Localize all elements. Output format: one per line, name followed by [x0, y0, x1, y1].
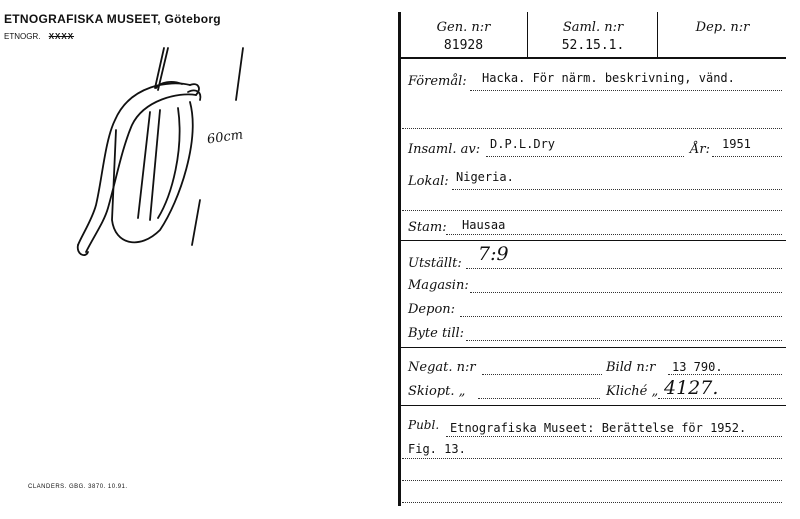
- printer-note: CLANDERS. GBG. 3870. 10.91.: [28, 484, 128, 490]
- foremal-value: Hacka. För närm. beskrivning, vänd.: [482, 71, 735, 85]
- negat-line: [482, 374, 602, 375]
- section-rule-1: [400, 240, 786, 241]
- hoe-sketch: [60, 30, 320, 270]
- insaml-line: [486, 156, 684, 157]
- header-divider-2: [657, 12, 658, 57]
- fig-value: Fig. 13.: [408, 442, 466, 456]
- utstallt-label: Utställt:: [408, 256, 462, 271]
- saml-label: Saml. n:r: [562, 20, 624, 35]
- kliche-line: [658, 398, 782, 399]
- lokal-label: Lokal:: [408, 174, 449, 189]
- foremal-line: [470, 90, 782, 91]
- depon-line: [460, 316, 782, 317]
- size-note: 60cm: [206, 127, 245, 148]
- header-divider-1: [527, 12, 528, 57]
- negat-label: Negat. n:r: [408, 360, 476, 375]
- byte-label: Byte till:: [408, 326, 465, 341]
- ar-value: 1951: [722, 137, 751, 151]
- section-rule-3: [400, 405, 786, 406]
- stam-value: Hausaa: [462, 218, 506, 232]
- publ-value: Etnografiska Museet: Berättelse för 1952.: [450, 421, 747, 435]
- insaml-value: D.P.L.Dry: [490, 137, 556, 151]
- skiopt-label: Skiopt. „: [408, 384, 466, 399]
- magasin-line: [470, 292, 782, 293]
- section-rule-2: [400, 347, 786, 348]
- skiopt-line: [478, 398, 600, 399]
- stam-label: Stam:: [408, 220, 447, 235]
- publ-line-2: [402, 458, 782, 459]
- publ-line-4: [402, 502, 782, 503]
- lokal-value: Nigeria.: [456, 170, 514, 184]
- kliche-label: Kliché „: [606, 384, 659, 399]
- byte-line: [466, 340, 782, 341]
- bild-value: 13 790.: [672, 360, 723, 374]
- ar-label: År:: [690, 142, 710, 157]
- utstallt-value: 7:9: [478, 243, 509, 265]
- publ-label: Publ.: [408, 418, 440, 432]
- publ-line-3: [402, 480, 782, 481]
- etnogr-struck-text: XXXX: [48, 32, 75, 41]
- museum-name: ETNOGRAFISKA MUSEET, Göteborg: [4, 12, 221, 26]
- lokal-line-2: [402, 210, 782, 211]
- ar-line: [712, 156, 782, 157]
- publ-line: [446, 436, 782, 437]
- insaml-label: Insaml. av:: [408, 142, 481, 157]
- bild-label: Bild n:r: [606, 360, 656, 375]
- utstallt-line: [466, 268, 782, 269]
- gen-label: Gen. n:r: [436, 20, 491, 35]
- foremal-label: Föremål:: [408, 74, 467, 89]
- stam-line: [446, 234, 782, 235]
- dep-label: Dep. n:r: [695, 20, 750, 35]
- foremal-line-2: [402, 128, 782, 129]
- saml-value: 52.15.1.: [561, 38, 625, 53]
- etnogr-label: ETNOGR.: [4, 32, 41, 41]
- depon-label: Depon:: [408, 302, 456, 317]
- kliche-value: 4127.: [664, 377, 719, 399]
- header-rule: [398, 57, 786, 59]
- magasin-label: Magasin:: [408, 278, 469, 293]
- lokal-line: [452, 189, 782, 190]
- gen-value: 81928: [443, 38, 484, 53]
- bild-line: [668, 374, 782, 375]
